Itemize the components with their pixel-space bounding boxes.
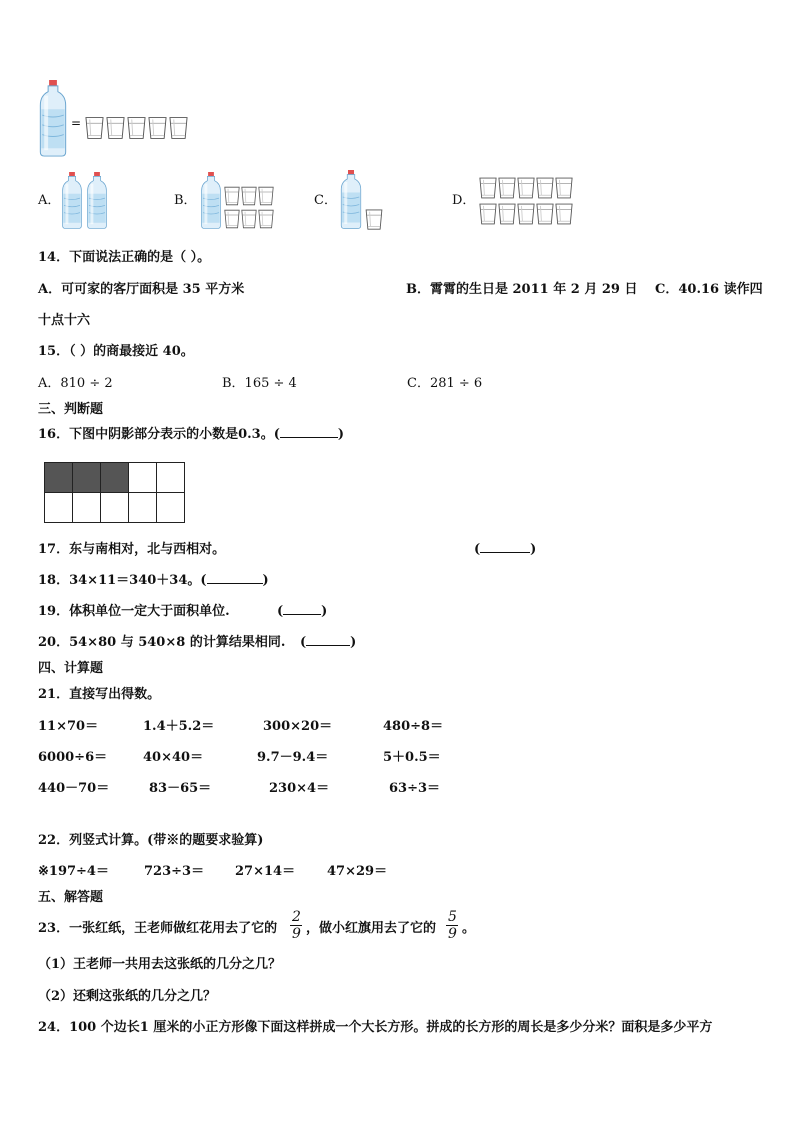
equals-sign: =	[71, 116, 82, 130]
grid-cell	[101, 493, 129, 523]
q17-answer	[474, 543, 536, 556]
q23-text-part1: 23．一张红纸，王老师做红花用去了它的	[38, 921, 278, 936]
fraction-denominator: 9	[292, 926, 301, 942]
glass-icon	[479, 203, 497, 225]
q15-option-a[interactable]: A．810 ÷ 2	[38, 376, 113, 391]
q18-stem: 18．34×11＝340＋34。(	[38, 573, 207, 588]
q21-item: 440－70＝	[38, 781, 110, 796]
grid-cell-shaded	[73, 463, 101, 493]
q20-open-paren: (	[300, 635, 307, 650]
q19-close-paren: )	[321, 604, 328, 619]
glass-group	[479, 203, 573, 225]
grid-cell-shaded	[45, 463, 73, 493]
q18-answer-blank[interactable]	[207, 583, 263, 584]
glass-icon	[148, 116, 167, 140]
glass-icon	[536, 203, 554, 225]
q17-stem: 17．东与南相对，北与西相对。	[38, 542, 226, 557]
glass-icon	[536, 177, 554, 199]
q23-text-part2: ，做小红旗用去了它的	[306, 921, 437, 936]
fraction-numerator: 5	[448, 909, 457, 925]
q20-close-paren: )	[350, 635, 357, 650]
q14-stem: 14．下面说法正确的是（ ）。	[38, 250, 211, 265]
q21-item: 83－65＝	[149, 781, 212, 796]
grid-cell-shaded	[101, 463, 129, 493]
fraction-numerator: 2	[292, 909, 301, 925]
glass-group	[224, 186, 274, 206]
q21-item: 11×70＝	[38, 719, 99, 734]
q22-stem: 22．列竖式计算。(带※的题要求验算)	[38, 833, 264, 848]
water-bottle-icon	[38, 80, 68, 158]
grid-cell	[73, 493, 101, 523]
q14-option-b[interactable]: B．霄霄的生日是 2011 年 2 月 29 日	[406, 282, 638, 297]
glass-icon	[241, 209, 257, 229]
q16-close-paren: )	[337, 427, 345, 442]
grid-cell	[129, 463, 157, 493]
fraction-two-ninths	[290, 910, 303, 941]
water-bottle-icon	[61, 172, 83, 230]
q21-stem: 21．直接写出得数。	[38, 687, 161, 702]
grid-cell	[157, 493, 185, 523]
q16-stem: 16．下图中阴影部分表示的小数是0.3。(	[38, 427, 280, 442]
water-bottle-icon	[339, 170, 363, 230]
q17-open-paren: (	[474, 542, 481, 557]
q19-answer	[277, 605, 327, 618]
glass-icon	[85, 116, 104, 140]
glass-group	[224, 209, 274, 229]
glass-icon	[258, 209, 274, 229]
option-b-label[interactable]: B．	[174, 193, 197, 208]
q22-item: 27×14＝	[235, 864, 296, 879]
q14-option-c[interactable]: C．40.16 读作四	[655, 282, 763, 297]
q19-stem: 19．体积单位一定大于面积单位.	[38, 604, 230, 619]
section-3-heading: 三、判断题	[38, 402, 104, 417]
glass-icon	[224, 209, 240, 229]
q16-answer-blank[interactable]	[280, 437, 338, 438]
section-4-heading: 四、计算题	[38, 661, 104, 676]
q15-stem: 15．（ ）的商最接近 40。	[38, 344, 194, 359]
q21-item: 1.4＋5.2＝	[143, 719, 215, 734]
q17-close-paren: )	[530, 542, 537, 557]
glass-icon	[479, 177, 497, 199]
q20-answer	[300, 636, 356, 649]
q22-item: 723÷3＝	[144, 864, 205, 879]
decimal-grid	[44, 462, 185, 523]
glass-icon	[224, 186, 240, 206]
glass-icon	[241, 186, 257, 206]
q21-item: 63÷3＝	[389, 781, 441, 796]
q23-sub-question-1: （1）王老师一共用去这张纸的几分之几？	[38, 957, 282, 972]
q15-option-b[interactable]: B．165 ÷ 4	[222, 376, 297, 391]
glass-group	[85, 116, 188, 140]
option-c-label[interactable]: C．	[314, 193, 337, 208]
glass-icon	[127, 116, 146, 140]
q23-sub-question-2: （2）还剩这张纸的几分之几？	[38, 989, 217, 1004]
q19-open-paren: (	[277, 604, 284, 619]
q14-option-a[interactable]: A．可可家的客厅面积是 35 平方米	[38, 282, 245, 297]
glass-icon	[555, 177, 573, 199]
glass-icon	[106, 116, 125, 140]
q17-answer-blank[interactable]	[480, 552, 530, 553]
glass-icon	[498, 203, 516, 225]
q21-item: 300×20＝	[263, 719, 333, 734]
q21-item: 230×4＝	[269, 781, 330, 796]
q20-answer-blank[interactable]	[306, 645, 350, 646]
q14-option-c-continued: 十点十六	[38, 313, 91, 328]
water-bottle-icon	[200, 172, 222, 230]
grid-cell	[129, 493, 157, 523]
glass-icon	[517, 203, 535, 225]
option-a-label[interactable]: A．	[38, 193, 61, 208]
q21-item: 480÷8＝	[383, 719, 444, 734]
q21-item: 40×40＝	[143, 750, 204, 765]
q15-option-c[interactable]: C．281 ÷ 6	[407, 376, 483, 391]
q22-item: 47×29＝	[327, 864, 388, 879]
q19-answer-blank[interactable]	[283, 614, 321, 615]
glass-icon	[555, 203, 573, 225]
q23-text-part3: 。	[462, 921, 476, 936]
option-d-label[interactable]: D．	[452, 193, 476, 208]
q16-text	[38, 428, 344, 441]
q22-item: ※197÷4＝	[38, 864, 109, 879]
water-bottle-icon	[86, 172, 108, 230]
q20-stem: 20．54×80 与 540×8 的计算结果相同.	[38, 635, 286, 650]
section-5-heading: 五、解答题	[38, 890, 104, 905]
grid-cell	[157, 463, 185, 493]
q21-item: 6000÷6＝	[38, 750, 108, 765]
glass-icon	[169, 116, 188, 140]
glass-icon	[258, 186, 274, 206]
glass-icon	[365, 209, 383, 230]
q21-item: 5＋0.5＝	[383, 750, 441, 765]
fraction-denominator: 9	[448, 926, 457, 942]
q18-close-paren: )	[262, 573, 269, 588]
q21-item: 9.7－9.4＝	[257, 750, 329, 765]
grid-cell	[45, 493, 73, 523]
q18-text	[38, 574, 269, 587]
q24-stem: 24．100 个边长1 厘米的小正方形像下面这样拼成一个大长方形。拼成的长方形的周长是多少分米？面积是多少平方	[38, 1020, 713, 1035]
glass-icon	[517, 177, 535, 199]
fraction-five-ninths	[446, 910, 459, 941]
glass-group	[479, 177, 573, 199]
glass-icon	[498, 177, 516, 199]
